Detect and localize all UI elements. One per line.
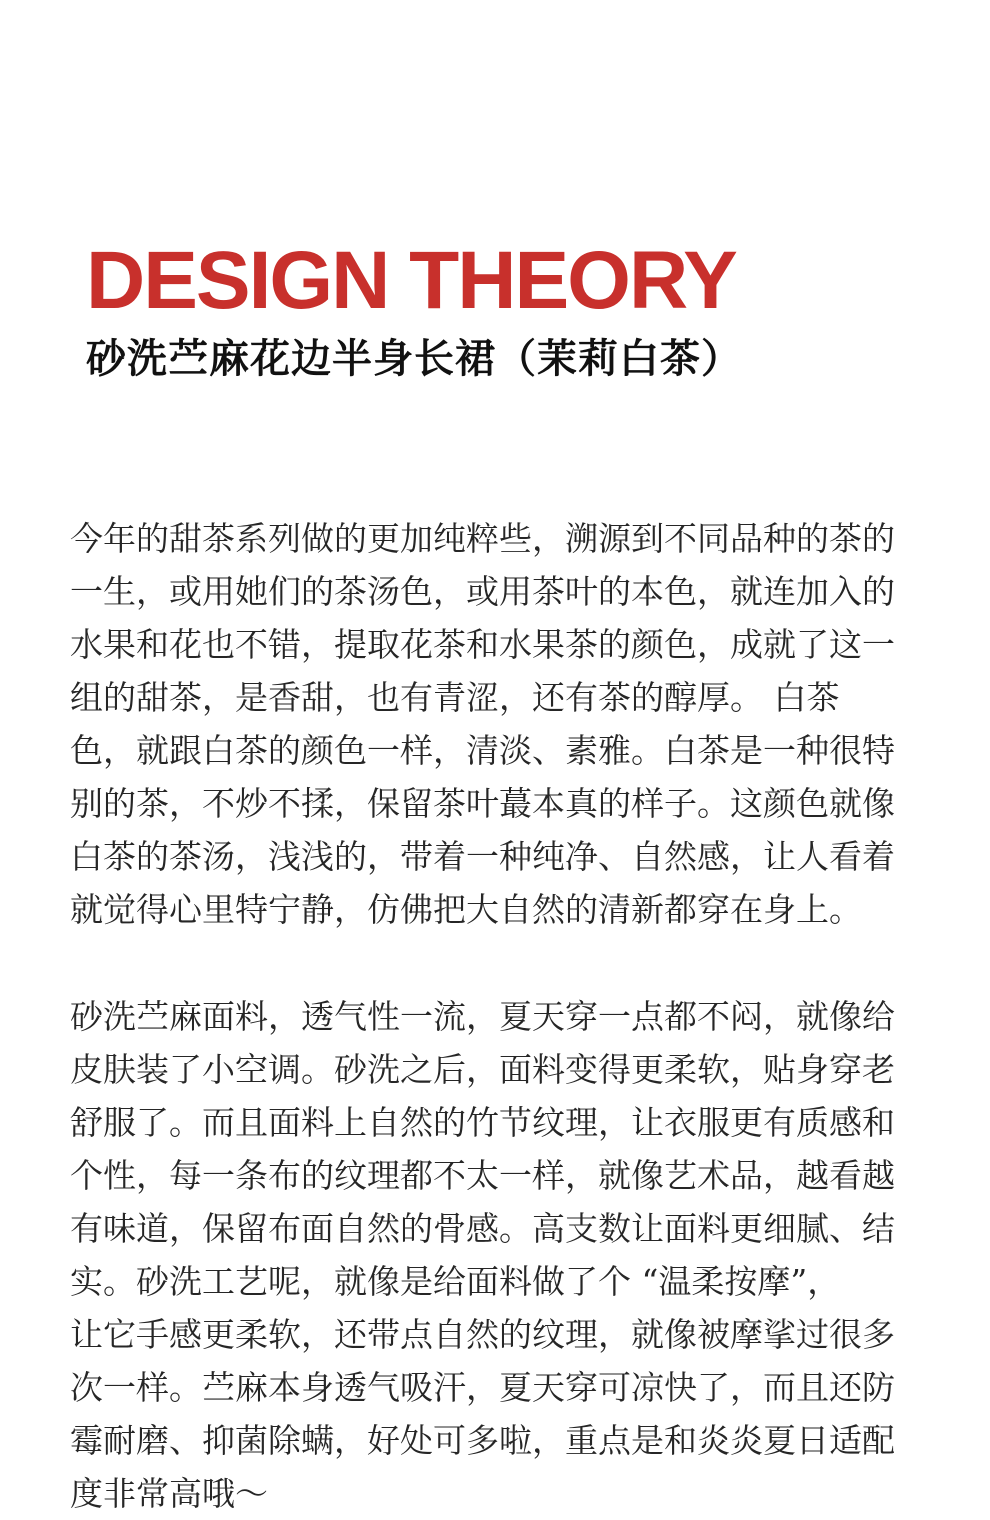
paragraph-line: 别的茶，不炒不揉，保留茶叶蕞本真的样子。这颜色就像 bbox=[70, 784, 895, 823]
paragraph-line: 就觉得心里特宁静，仿佛把大自然的清新都穿在身上。 bbox=[70, 890, 862, 929]
paragraph-line: 砂洗苎麻面料，透气性一流，夏天穿一点都不闷，就像给 bbox=[70, 997, 895, 1036]
paragraph-line: 色，就跟白茶的颜色一样，清淡、素雅。白茶是一种很特 bbox=[70, 731, 895, 770]
paragraph-line: 组的甜茶，是香甜，也有青涩，还有茶的醇厚。 白茶 bbox=[70, 678, 840, 717]
paragraph-line: 次一样。苎麻本身透气吸汗，夏天穿可凉快了，而且还防 bbox=[70, 1368, 895, 1407]
paragraph-line: 白茶的茶汤，浅浅的，带着一种纯净、自然感，让人看着 bbox=[70, 837, 895, 876]
paragraph-line: 霉耐磨、抑菌除螨，好处可多啦，重点是和炎炎夏日适配 bbox=[70, 1421, 895, 1460]
product-name-subtitle: 砂洗苎麻花边半身长裙（茉莉白茶） bbox=[86, 336, 742, 382]
paragraph-line: 水果和花也不错，提取花茶和水果茶的颜色，成就了这一 bbox=[70, 625, 895, 664]
paragraph-line: 让它手感更柔软，还带点自然的纹理，就像被摩挲过很多 bbox=[70, 1315, 895, 1354]
paragraph-line: 个性，每一条布的纹理都不太一样，就像艺术品，越看越 bbox=[70, 1156, 895, 1195]
paragraph-line: 度非常高哦～ bbox=[70, 1474, 268, 1513]
paragraph-line: 舒服了。而且面料上自然的竹节纹理，让衣服更有质感和 bbox=[70, 1103, 895, 1142]
paragraph-line: 有味道，保留布面自然的骨感。高支数让面料更细腻、结 bbox=[70, 1209, 895, 1248]
tea-color-paragraph bbox=[70, 512, 930, 936]
paragraph-line: 今年的甜茶系列做的更加纯粹些，溯源到不同品种的茶的 bbox=[70, 519, 895, 558]
fabric-description-paragraph bbox=[70, 990, 930, 1520]
paragraph-line: 一生，或用她们的茶汤色，或用茶叶的本色，就连加入的 bbox=[70, 572, 895, 611]
paragraph-line: 实。砂洗工艺呢，就像是给面料做了个 “温柔按摩”， bbox=[70, 1262, 841, 1301]
paragraph-line: 皮肤装了小空调。砂洗之后，面料变得更柔软，贴身穿老 bbox=[70, 1050, 895, 1089]
design-theory-heading: DESIGN THEORY bbox=[86, 235, 736, 326]
